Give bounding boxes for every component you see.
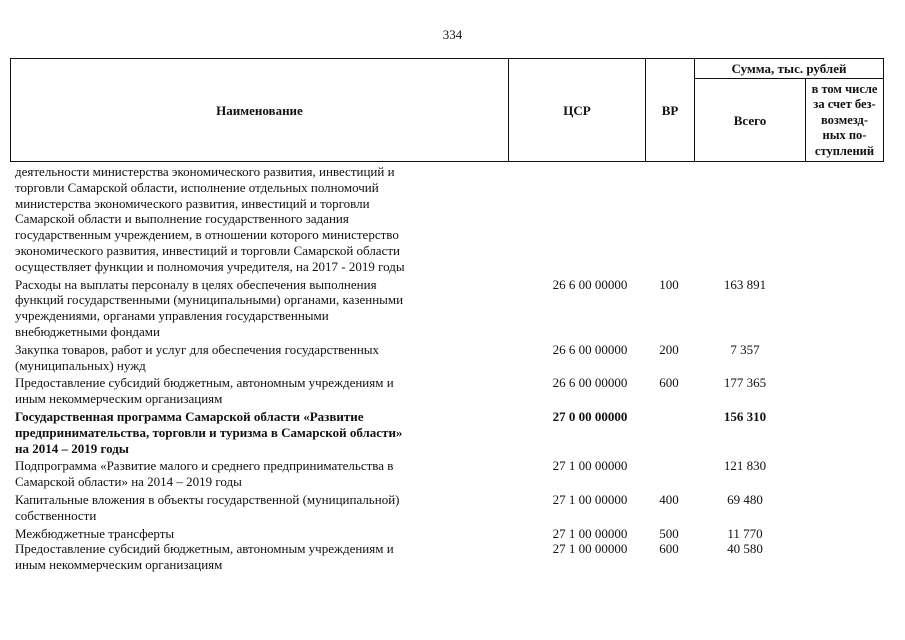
header-bezvoz-line: в том числе (811, 81, 878, 96)
row-sum: 163 891 (723, 276, 767, 292)
row-name-line: осуществляет функции и полномочия учредителя, на 2017 - 2019 годы (15, 258, 405, 274)
header-bezvozmezdnye (806, 79, 884, 162)
row-name-line: учреждениями, органами управления государственными (15, 308, 329, 324)
row-name-line: Государственная программа Самарской области «Развитие (15, 408, 364, 424)
table-row-program (15, 409, 885, 456)
table-row (15, 541, 885, 573)
row-name-line: Межбюджетные трансферты (15, 525, 175, 541)
table-row (15, 375, 885, 407)
header-bezvoz-line: ступлений (814, 143, 875, 158)
row-name-line: торговли Самарской области, исполнение отдельных полномочий (15, 179, 379, 195)
row-vr: 500 (659, 525, 679, 541)
row-name-line: (муниципальных) нужд (15, 357, 146, 373)
table-row (15, 526, 885, 542)
header-bezvoz-line: ных по- (822, 128, 867, 143)
header-name: Наименование (11, 59, 509, 162)
row-name (15, 409, 490, 456)
row-sum: 40 580 (727, 541, 763, 557)
row-name (15, 164, 490, 275)
row-vr: 600 (659, 375, 679, 391)
row-name-line: деятельности министерства экономического развития, инвестиций и (15, 164, 395, 179)
row-vr: 100 (659, 276, 679, 292)
row-name (15, 458, 490, 490)
row-name-line: предпринимательства, торговли и туризма в Самарской области» (15, 424, 403, 440)
row-name (15, 492, 490, 524)
header-total: Всего (695, 79, 806, 162)
row-vr: 200 (659, 341, 679, 357)
row-name-line: Подпрограмма «Развитие малого и среднего предпринимательства в (15, 458, 394, 474)
row-name-line: Предоставление субсидий бюджетным, автономным учреждениям и (15, 541, 394, 557)
row-csr: 26 6 00 00000 (552, 276, 628, 292)
row-sum: 177 365 (723, 375, 767, 391)
row-name-line: экономического развития, инвестиций и торговли Самарской области (15, 242, 400, 258)
row-name (15, 526, 490, 542)
row-sum: 11 770 (727, 525, 763, 541)
row-csr: 26 6 00 00000 (552, 375, 628, 391)
row-name-line: функций государственными (муниципальными) органами, казенными (15, 292, 404, 308)
row-sum: 69 480 (727, 491, 763, 507)
row-name (15, 342, 490, 374)
row-name-line: Предоставление субсидий бюджетным, автономным учреждениям и (15, 375, 394, 391)
table-header (10, 58, 884, 162)
row-csr: 27 1 00 00000 (552, 491, 628, 507)
table-body (15, 164, 885, 573)
row-vr: 400 (659, 491, 679, 507)
table-row (15, 342, 885, 374)
row-csr: 27 0 00 00000 (552, 408, 628, 424)
row-name-line: иным некоммерческим организациям (15, 391, 223, 407)
row-name-line: Самарской области и выполнение государственного задания (15, 211, 349, 227)
table-row-subprogram (15, 458, 885, 490)
row-csr: 27 1 00 00000 (552, 541, 628, 557)
header-vr: ВР (646, 59, 695, 162)
row-csr: 27 1 00 00000 (552, 525, 628, 541)
row-name-line: государственным учреждением, в отношении которого министерство (15, 227, 399, 243)
row-name-line: Закупка товаров, работ и услуг для обеспечения государственных (15, 341, 380, 357)
row-name (15, 541, 490, 573)
row-csr: 27 1 00 00000 (552, 458, 628, 474)
header-sum-title: Сумма, тыс. рублей (695, 59, 884, 79)
row-sum: 156 310 (723, 408, 767, 424)
row-sum: 7 357 (730, 341, 760, 357)
header-bezvoz-line: возмезд- (820, 112, 869, 127)
row-name-line: Расходы на выплаты персоналу в целях обеспечения выполнения (15, 276, 377, 292)
header-csr: ЦСР (509, 59, 646, 162)
table-row (15, 277, 885, 340)
page-number: 334 (442, 27, 463, 42)
row-name-line: на 2014 – 2019 годы (15, 440, 129, 456)
row-name (15, 277, 490, 340)
table-row (15, 492, 885, 524)
row-name-line: министерства экономического развития, инвестиций и торговли (15, 195, 370, 211)
table-row (15, 164, 885, 275)
row-name-line: Самарской области» на 2014 – 2019 годы (15, 474, 242, 490)
row-name-line: внебюджетными фондами (15, 323, 160, 339)
row-vr: 600 (659, 541, 679, 557)
row-name-line: собственности (15, 507, 97, 523)
row-sum: 121 830 (723, 458, 767, 474)
header-bezvoz-line: за счет без- (813, 97, 876, 112)
row-name-line: Капитальные вложения в объекты государственной (муниципальной) (15, 491, 400, 507)
row-name (15, 375, 490, 407)
row-csr: 26 6 00 00000 (552, 341, 628, 357)
row-name-line: иным некоммерческим организациям (15, 557, 223, 573)
